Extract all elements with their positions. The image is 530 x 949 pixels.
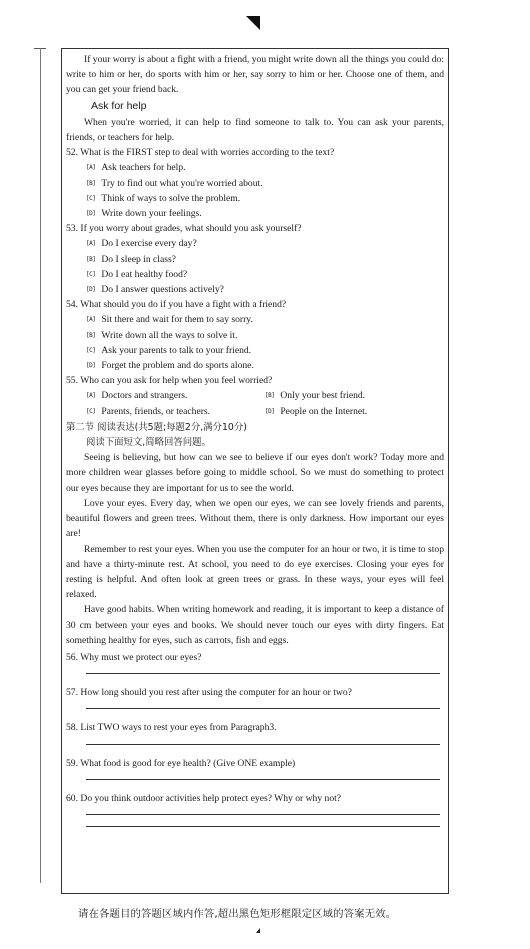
question-56-stem: 56. Why must we protect our eyes? [66, 651, 202, 663]
answer-line-58[interactable] [86, 744, 440, 745]
question-53-option-b[interactable]: [B] Do I sleep in class? [86, 253, 176, 265]
question-53-option-d[interactable]: [D] Do I answer questions actively? [86, 284, 224, 296]
question-55-option-b[interactable]: [B] Only your best friend. [265, 390, 366, 402]
passage2-paragraph-1: Seeing is believing, but how can we see to believe if our eyes don't work? Today more and more children wear glasses before going to middle school. So we must do something to protect our eyes because they are important for us to see the world. [66, 452, 444, 494]
passage1-paragraph-fight: If your worry is about a fight with a friend, you might write down all the things you could do: write to him or her, do sports with him or her, say sorry to him or her. Choose one of them, and you can get your friend back. [66, 54, 444, 96]
question-52 [66, 145, 444, 221]
corner-registration-mark [246, 16, 260, 30]
question-55-stem: 55. Who can you ask for help when you feel worried? [66, 375, 273, 387]
question-55 [66, 373, 444, 419]
answer-line-60a[interactable] [86, 814, 440, 815]
answer-line-57[interactable] [86, 708, 440, 709]
question-56 [66, 650, 444, 674]
question-53-option-a[interactable]: [A] Do I exercise every day? [86, 238, 197, 250]
question-54 [66, 297, 444, 373]
question-52-option-d[interactable]: [D] Write down your feelings. [86, 208, 202, 220]
question-55-option-c[interactable]: [C] Parents, friends, or teachers. [86, 405, 211, 417]
question-55-option-d[interactable]: [D] People on the Internet. [265, 405, 368, 417]
question-54-option-b[interactable]: [B] Write down all the ways to solve it. [86, 329, 238, 341]
question-58 [66, 720, 444, 744]
bottom-registration-mark [256, 928, 260, 933]
question-54-option-a[interactable]: [A] Sit there and wait for them to say sorry. [86, 314, 253, 326]
passage1-paragraph-help: When you're worried, it can help to find someone to talk to. You can ask your parents, friends, or teachers for help. [66, 116, 444, 144]
question-60-stem: 60. Do you think outdoor activities help protect eyes? Why or why not? [66, 792, 342, 804]
question-58-stem: 58. List TWO ways to rest your eyes from Paragraph3. [66, 722, 277, 734]
question-57-stem: 57. How long should you rest after using the computer for an hour or two? [66, 687, 352, 699]
answer-sheet-content [66, 52, 444, 833]
answer-line-60b[interactable] [86, 826, 440, 827]
passage2-paragraph-4: Have good habits. When writing homework and reading, it is important to keep a distance of 30 cm between your eyes and books. We should never touch our eyes with dirty fingers. Eat something healthy for eyes, such as carrots, fish and eggs. [66, 604, 444, 646]
question-54-stem: 54. What should you do if you have a fight with a friend? [66, 299, 287, 311]
question-52-option-c[interactable]: [C] Think of ways to solve the problem. [86, 192, 241, 204]
question-60 [66, 791, 444, 827]
section2-title: 第二节 阅读表达(共5题;每题2分,满分10分) [66, 421, 247, 433]
passage2-paragraph-2: Love your eyes. Every day, when we open our eyes, we can see lovely friends and parents, beautiful flowers and green trees. Without them, there is only darkness. How important our eyes are! [66, 497, 444, 540]
question-52-option-a[interactable]: [A] Ask teachers for help. [86, 162, 186, 174]
passage2-paragraph-3: Remember to rest your eyes. When you use the computer for an hour or two, it is time to stop and have a thirty-minute rest. At school, you need to do eye exercises. Closing your eyes for resting is helpful. And often look at green trees or grass. In these ways, your eyes will feel relaxed. [66, 543, 444, 601]
question-52-option-b[interactable]: [B] Try to find out what you're worried about. [86, 177, 263, 189]
question-53 [66, 221, 444, 297]
question-59 [66, 756, 444, 780]
answer-line-56[interactable] [86, 673, 440, 674]
section2-instruction: 阅读下面短文,简略回答问题。 [86, 437, 211, 449]
margin-rule [40, 48, 41, 883]
answer-area-notice: 请在各题目的答题区域内作答,超出黑色矩形框限定区域的答案无效。 [78, 908, 397, 920]
question-53-option-c[interactable]: [C] Do I eat healthy food? [86, 268, 188, 280]
question-57 [66, 685, 444, 709]
answer-line-59[interactable] [86, 779, 440, 780]
question-54-option-c[interactable]: [C] Ask your parents to talk to your friend. [86, 344, 252, 356]
question-52-stem: 52. What is the FIRST step to deal with worries according to the text? [66, 147, 335, 159]
question-55-option-a[interactable]: [A] Doctors and strangers. [86, 390, 188, 402]
passage1-heading-ask-for-help: Ask for help [91, 99, 147, 112]
question-54-option-d[interactable]: [D] Forget the problem and do sports alone. [86, 360, 254, 372]
question-53-stem: 53. If you worry about grades, what should you ask yourself? [66, 223, 302, 235]
question-59-stem: 59. What food is good for eye health? (Give ONE example) [66, 757, 296, 769]
